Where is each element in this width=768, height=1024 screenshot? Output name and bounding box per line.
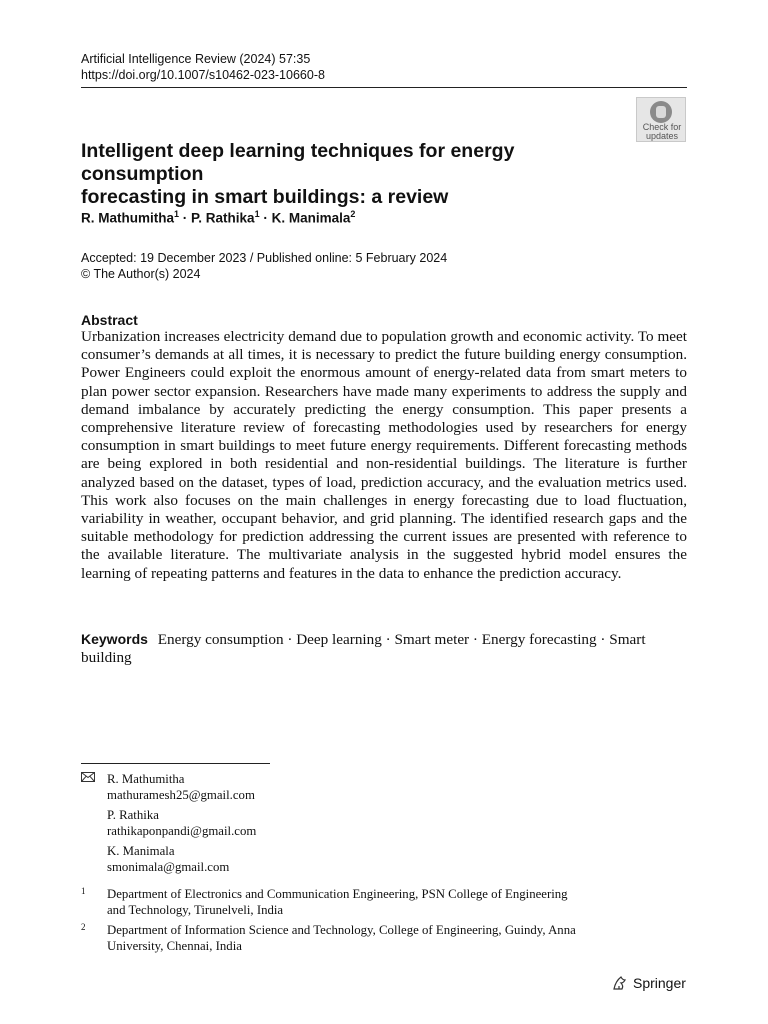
copyright-line: © The Author(s) 2024	[81, 267, 201, 281]
author-name[interactable]: R. Mathumitha	[81, 210, 174, 226]
publication-dates	[81, 250, 447, 282]
contact-email[interactable]: mathuramesh25@gmail.com	[107, 788, 255, 802]
article-title	[81, 140, 641, 209]
footnote-rule	[81, 763, 270, 764]
title-line-1: Intelligent deep learning techniques for energy consumption	[81, 140, 515, 185]
affiliation-line: Department of Electronics and Communication Engineering, PSN College of Engineering	[107, 887, 568, 901]
contact-entry	[107, 807, 256, 839]
title-line-2: forecasting in smart buildings: a review	[81, 186, 449, 208]
abstract-heading: Abstract	[81, 312, 138, 328]
badge-text: Check for updates	[642, 122, 682, 141]
keywords-label: Keywords	[81, 631, 148, 647]
affiliation-line: Department of Information Science and Technology, College of Engineering, Guindy, Anna	[107, 923, 576, 937]
author-name[interactable]: P. Rathika	[191, 210, 255, 226]
affiliation-entry	[107, 886, 627, 918]
author-separator: ·	[259, 210, 272, 226]
author-affil-mark: 2	[350, 209, 356, 219]
affiliation-line: and Technology, Tirunelveli, India	[107, 903, 284, 917]
header-rule	[81, 87, 687, 88]
contact-entry	[107, 843, 229, 875]
author-affil-mark: 1	[254, 209, 260, 219]
doi-link[interactable]: https://doi.org/10.1007/s10462-023-10660-8	[81, 68, 325, 82]
contact-entry	[107, 771, 255, 803]
journal-header	[81, 51, 325, 83]
journal-citation: Artificial Intelligence Review (2024) 57:35	[81, 52, 311, 66]
contact-name: R. Mathumitha	[107, 772, 185, 786]
author-affil-mark: 1	[174, 209, 180, 219]
author-list	[81, 209, 355, 226]
publisher-name: Springer	[633, 975, 686, 991]
affiliation-line: University, Chennai, India	[107, 939, 242, 953]
keywords-block	[81, 630, 687, 667]
affiliation-entry	[107, 922, 627, 954]
check-for-updates-badge[interactable]	[636, 97, 686, 142]
affiliation-number: 1	[81, 886, 86, 896]
abstract-body: Urbanization increases electricity demand due to population growth and economic activity. To meet consumer’s demands at all times, it is necessary to predict the future building energy consumption. Power Engineers could exploit the enormous amount of energy-related data from smart meters to plan power sector expansion. Researchers have made many experiments to address the supply and demand imbalance by accurately predicting the energy consumption. This paper presents a comprehensive literature review of forecasting methodologies used by researchers for energy consumption in smart buildings to meet future energy requirements. Different forecasting methods are being explored in both residential and non-residential buildings. The literature is further analyzed based on the dataset, types of load, prediction accuracy, and the evaluation metrics used. This work also focuses on the main challenges in energy forecasting due to load fluctuation, variability in weather, occupant behavior, and grid planning. The identified research gaps and the suitable methodology for prediction addressing the current issues are presented with reference to the available literature. The multivariate analysis in the suggested hybrid model ensures the learning of repeating patterns and features in the data to enhance the prediction accuracy.	[81, 328, 687, 582]
keywords-text: Energy consumption · Deep learning · Smart meter · Energy forecasting · Smart building	[81, 631, 646, 667]
contact-name: P. Rathika	[107, 808, 159, 822]
contact-email[interactable]: rathikaponpandi@gmail.com	[107, 824, 257, 838]
springer-horse-icon	[611, 974, 629, 992]
author-name[interactable]: K. Manimala	[271, 210, 351, 226]
crossmark-icon	[650, 101, 672, 123]
contact-email[interactable]: smonimala@gmail.com	[107, 860, 230, 874]
envelope-icon	[81, 772, 95, 782]
author-separator: ·	[179, 210, 192, 226]
affiliation-number: 2	[81, 922, 86, 932]
contact-name: K. Manimala	[107, 844, 175, 858]
accepted-published-line: Accepted: 19 December 2023 / Published online: 5 February 2024	[81, 251, 448, 265]
